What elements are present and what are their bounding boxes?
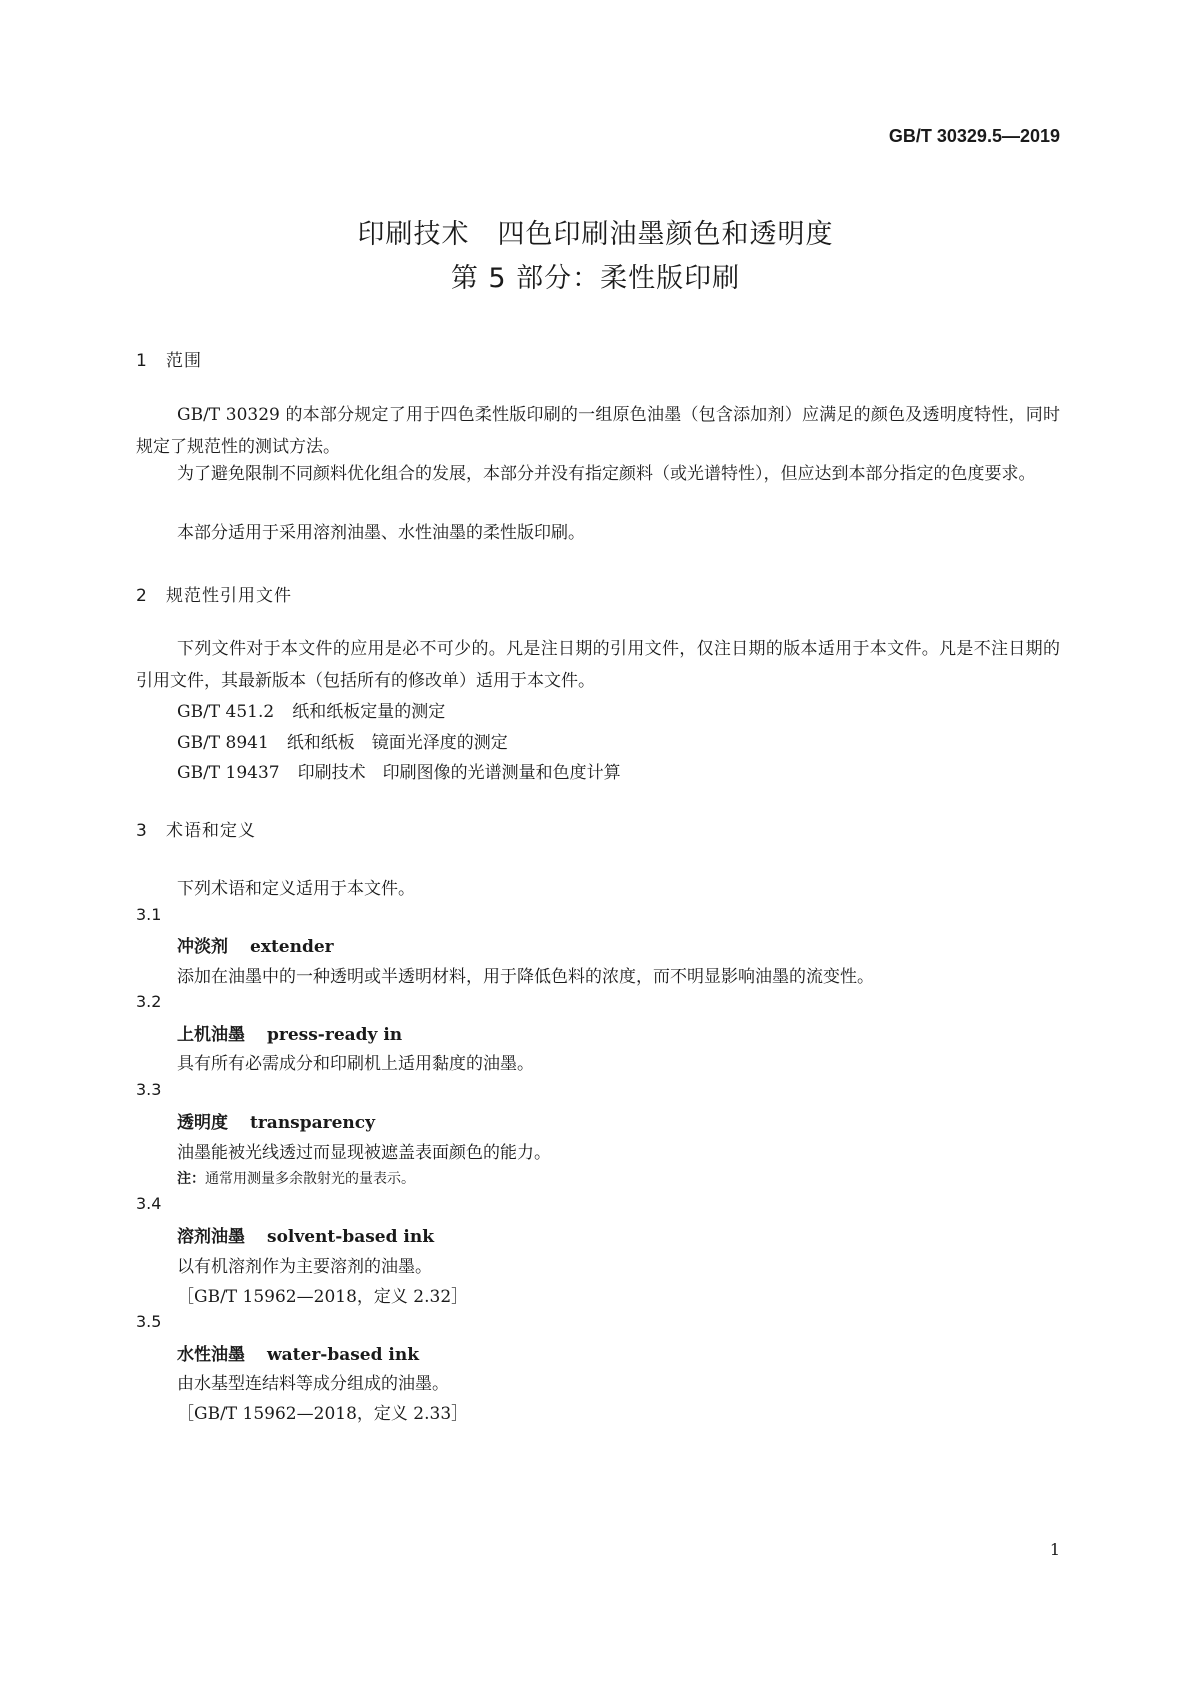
standard-id: GB/T 30329.5—2019 xyxy=(888,126,1060,146)
document-title-line2: 第 5 部分：柔性版印刷 xyxy=(450,263,741,294)
term-chinese: 上机油墨 xyxy=(177,1025,245,1045)
term-english: extender xyxy=(250,937,334,957)
term-source: ［GB/T 15962—2018，定义 2.33］ xyxy=(177,1404,469,1424)
reference-title: 印刷技术 印刷图像的光谱测量和色度计算 xyxy=(297,763,621,783)
section-1-heading xyxy=(136,346,202,371)
section-number: 3 xyxy=(136,821,148,841)
section-number: 1 xyxy=(136,351,148,371)
section-number: 2 xyxy=(136,586,148,606)
note-label: 注： xyxy=(177,1171,205,1187)
term-source: ［GB/T 15962—2018，定义 2.32］ xyxy=(177,1287,469,1307)
section-3-heading xyxy=(136,816,256,841)
reference-title: 纸和纸板 镜面光泽度的测定 xyxy=(286,733,508,753)
section-2-heading xyxy=(136,581,292,606)
term-chinese: 水性油墨 xyxy=(177,1345,245,1365)
term-definition: 以有机溶剂作为主要溶剂的油墨。 xyxy=(177,1257,432,1277)
term-definition: 具有所有必需成分和印刷机上适用黏度的油墨。 xyxy=(177,1054,534,1074)
reference-item xyxy=(177,758,621,783)
section-1-paragraph-2: 为了避免限制不同颜料优化组合的发展，本部分并没有指定颜料（或光谱特性），但应达到本部分指定的色度要求。 xyxy=(177,464,1036,484)
clause-number: 3.4 xyxy=(136,1194,162,1213)
section-title: 术语和定义 xyxy=(166,821,256,841)
term-heading xyxy=(177,932,334,957)
page-number: 1 xyxy=(1049,1540,1060,1559)
clause-number: 3.3 xyxy=(136,1080,162,1099)
term-definition: 由水基型连结料等成分组成的油墨。 xyxy=(177,1374,449,1394)
term-heading xyxy=(177,1340,419,1365)
section-1-paragraph-3: 本部分适用于采用溶剂油墨、水性油墨的柔性版印刷。 xyxy=(177,523,585,543)
reference-code: GB/T 8941 xyxy=(177,733,269,753)
term-definition: 油墨能被光线透过而显现被遮盖表面颜色的能力。 xyxy=(177,1143,551,1163)
term-chinese: 冲淡剂 xyxy=(177,937,228,957)
section-2-intro: 下列文件对于本文件的应用是必不可少的。凡是注日期的引用文件，仅注日期的版本适用于本文件。凡是不注日期的引用文件，其最新版本（包括所有的修改单）适用于本文件。 xyxy=(136,639,1060,691)
term-note xyxy=(177,1168,415,1188)
term-chinese: 透明度 xyxy=(177,1113,228,1133)
clause-number: 3.2 xyxy=(136,992,162,1011)
term-chinese: 溶剂油墨 xyxy=(177,1227,245,1247)
section-title: 范围 xyxy=(166,351,202,371)
term-english: transparency xyxy=(250,1113,376,1133)
term-heading xyxy=(177,1108,375,1133)
section-1-paragraph-1: GB/T 30329 的本部分规定了用于四色柔性版印刷的一组原色油墨（包含添加剂）应满足的颜色及透明度特性，同时规定了规范性的测试方法。 xyxy=(136,405,1060,457)
term-definition: 添加在油墨中的一种透明或半透明材料，用于降低色料的浓度，而不明显影响油墨的流变性。 xyxy=(177,967,874,987)
clause-number: 3.1 xyxy=(136,905,162,924)
note-text: 通常用测量多余散射光的量表示。 xyxy=(205,1171,415,1187)
section-title: 规范性引用文件 xyxy=(166,586,292,606)
clause-number: 3.5 xyxy=(136,1312,162,1331)
term-english: water-based ink xyxy=(267,1345,420,1365)
term-heading xyxy=(177,1020,402,1045)
term-english: solvent-based ink xyxy=(267,1227,435,1247)
reference-item xyxy=(177,728,508,753)
term-english: press-ready in xyxy=(267,1025,403,1045)
term-heading xyxy=(177,1222,434,1247)
reference-code: GB/T 19437 xyxy=(177,763,280,783)
reference-code: GB/T 451.2 xyxy=(177,702,275,722)
document-title-line1: 印刷技术 四色印刷油墨颜色和透明度 xyxy=(357,219,834,250)
reference-title: 纸和纸板定量的测定 xyxy=(292,702,446,722)
reference-item xyxy=(177,697,445,722)
section-3-intro: 下列术语和定义适用于本文件。 xyxy=(177,879,415,899)
